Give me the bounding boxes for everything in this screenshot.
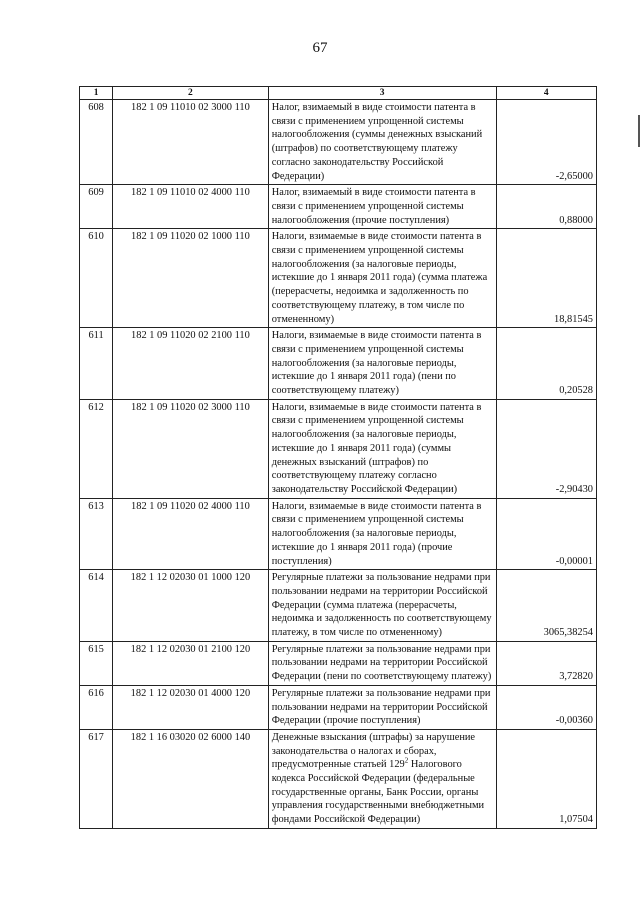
row-number: 609 xyxy=(80,185,113,229)
header-col-1: 1 xyxy=(80,87,113,100)
header-col-3: 3 xyxy=(268,87,496,100)
table-row xyxy=(80,498,597,570)
amount: -2,65000 xyxy=(496,100,596,185)
amount: -0,00001 xyxy=(496,498,596,570)
revenue-description: Налог, взимаемый в виде стоимости патента в связи с применением упрощенной системы налогообложения (прочие поступления) xyxy=(268,185,496,229)
revenue-description: Налог, взимаемый в виде стоимости патента в связи с применением упрощенной системы налогообложения (суммы денежных взысканий (штрафов) по соответствующему платежу согласно законодательству Российской Федерации) xyxy=(268,100,496,185)
table-row xyxy=(80,729,597,828)
row-number: 611 xyxy=(80,328,113,400)
budget-code: 182 1 09 11010 02 3000 110 xyxy=(113,100,269,185)
budget-code: 182 1 09 11010 02 4000 110 xyxy=(113,185,269,229)
budget-code: 182 1 09 11020 02 4000 110 xyxy=(113,498,269,570)
table-row xyxy=(80,399,597,498)
budget-code: 182 1 09 11020 02 1000 110 xyxy=(113,229,269,328)
budget-code: 182 1 12 02030 01 2100 120 xyxy=(113,641,269,685)
header-col-4: 4 xyxy=(496,87,596,100)
article-superscript: 2 xyxy=(404,756,409,765)
table-row xyxy=(80,685,597,729)
amount: -0,00360 xyxy=(496,685,596,729)
row-number: 616 xyxy=(80,685,113,729)
amount: -2,90430 xyxy=(496,399,596,498)
row-number: 608 xyxy=(80,100,113,185)
revenue-description: Налоги, взимаемые в виде стоимости патента в связи с применением упрощенной системы налогообложения (за налоговые периоды, истекшие до 1 января 2011 года) (пени по соответствующему платежу) xyxy=(268,328,496,400)
table-header-row xyxy=(80,87,597,100)
table-row xyxy=(80,641,597,685)
revenue-description: Регулярные платежи за пользование недрами при пользовании недрами на территории Российской Федерации (пени по соответствующему платежу) xyxy=(268,641,496,685)
table-row xyxy=(80,229,597,328)
table-row xyxy=(80,570,597,642)
table-row xyxy=(80,185,597,229)
page-number: 67 xyxy=(312,40,328,56)
revenue-description: Налоги, взимаемые в виде стоимости патента в связи с применением упрощенной системы налогообложения (за налоговые периоды, истекшие до 1 января 2011 года) (прочие поступления) xyxy=(268,498,496,570)
table-row xyxy=(80,100,597,185)
description-part: Денежные взыскания (штрафы) за нарушение законодательства о налогах и сборах, предусмотренные статьей 129 xyxy=(271,731,476,771)
amount: 3,72820 xyxy=(496,641,596,685)
budget-code: 182 1 12 02030 01 1000 120 xyxy=(113,570,269,642)
amount: 0,88000 xyxy=(496,185,596,229)
description-part: Налогового кодекса Российской Федерации (федеральные государственные органы, Банк России, органы управления государственными внебюджетными фондами Российской Федерации) xyxy=(271,759,485,826)
revenue-description: Налоги, взимаемые в виде стоимости патента в связи с применением упрощенной системы налогообложения (за налоговые периоды, истекшие до 1 января 2011 года) (сумма платежа (перерасчеты, недоимка и задолженность по соответствующему платежу, в том числе по отмененному) xyxy=(268,229,496,328)
row-number: 615 xyxy=(80,641,113,685)
budget-code: 182 1 12 02030 01 4000 120 xyxy=(113,685,269,729)
row-number: 614 xyxy=(80,570,113,642)
amount: 18,81545 xyxy=(496,229,596,328)
amount: 3065,38254 xyxy=(496,570,596,642)
revenue-table xyxy=(79,86,597,829)
amount: 0,20528 xyxy=(496,328,596,400)
revenue-description: Регулярные платежи за пользование недрами при пользовании недрами на территории Российской Федерации (прочие поступления) xyxy=(268,685,496,729)
row-number: 613 xyxy=(80,498,113,570)
header-col-2: 2 xyxy=(113,87,269,100)
row-number: 617 xyxy=(80,729,113,828)
amount: 1,07504 xyxy=(496,729,596,828)
table-row xyxy=(80,328,597,400)
budget-code: 182 1 16 03020 02 6000 140 xyxy=(113,729,269,828)
budget-code: 182 1 09 11020 02 2100 110 xyxy=(113,328,269,400)
budget-code: 182 1 09 11020 02 3000 110 xyxy=(113,399,269,498)
revenue-description: Регулярные платежи за пользование недрами при пользовании недрами на территории Российской Федерации (сумма платежа (перерасчеты, недоимка и задолженность по соответствующему платежу, в том числе по отмененному) xyxy=(268,570,496,642)
revenue-description xyxy=(268,729,496,828)
row-number: 612 xyxy=(80,399,113,498)
revenue-description: Налоги, взимаемые в виде стоимости патента в связи с применением упрощенной системы налогообложения (за налоговые периоды, истекшие до 1 января 2011 года) (суммы денежных взысканий (штрафов) по соответствующему платежу согласно законодательству Российской Федерации) xyxy=(268,399,496,498)
row-number: 610 xyxy=(80,229,113,328)
